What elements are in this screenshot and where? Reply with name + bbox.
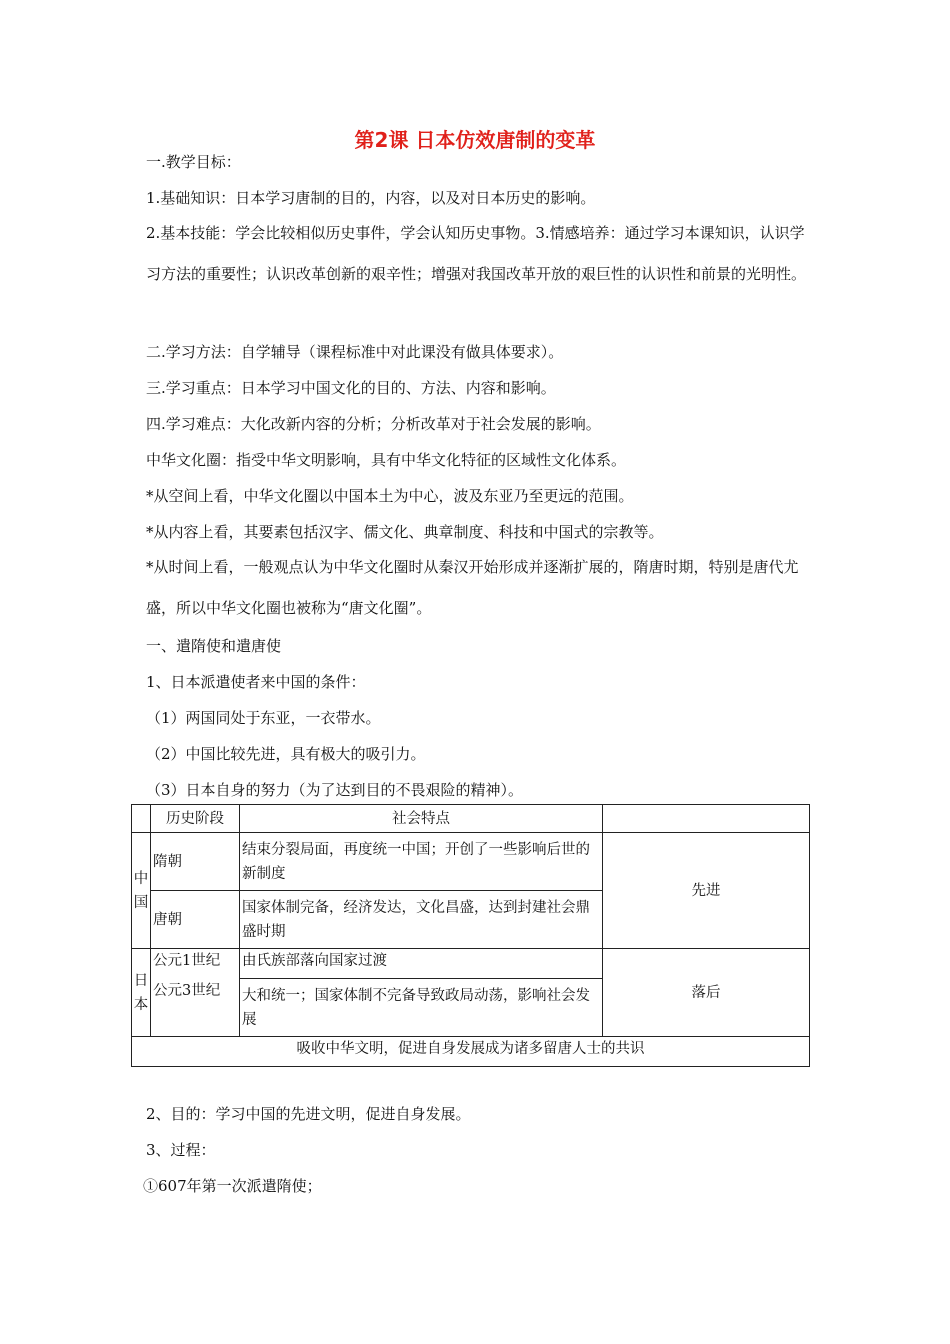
sui-stage: 隋朝 xyxy=(151,833,240,891)
culture-circle-content: *从内容上看，其要素包括汉字、儒文化、典章制度、科技和中国式的宗教等。 xyxy=(146,523,664,541)
goals-heading: 一.教学目标： xyxy=(146,153,241,171)
condition-2: （2）中国比较先进，具有极大的吸引力。 xyxy=(146,745,426,763)
table-corner-cell xyxy=(132,805,151,833)
conditions-heading: 1、日本派遣使者来中国的条件： xyxy=(146,673,366,691)
japan-label: 日本 xyxy=(132,949,151,1037)
table-summary: 吸收中华文明，促进自身发展成为诸多留唐人士的共识 xyxy=(132,1037,810,1067)
process-heading: 3、过程： xyxy=(146,1141,216,1159)
jp1-feature: 由氏族部落向国家过渡 xyxy=(240,949,603,979)
lesson-title: 第2课 日本仿效唐制的变革 xyxy=(354,128,596,152)
comparison-table xyxy=(131,804,810,1067)
header-eval xyxy=(603,805,810,833)
goal-knowledge: 1.基础知识：日本学习唐制的目的，内容，以及对日本历史的影响。 xyxy=(146,189,596,207)
header-feature: 社会特点 xyxy=(240,805,603,833)
china-label: 中国 xyxy=(132,833,151,949)
condition-1: （1）两国同处于东亚，一衣带水。 xyxy=(146,709,381,727)
culture-circle-definition: 中华文化圈：指受中华文明影响，具有中华文化特征的区域性文化体系。 xyxy=(146,451,627,469)
jp1-stage: 公元1世纪 xyxy=(151,949,240,979)
header-stage: 历史阶段 xyxy=(151,805,240,833)
culture-circle-space: *从空间上看，中华文化圈以中国本土为中心，波及东亚乃至更远的范围。 xyxy=(146,487,634,505)
jp3-feature: 大和统一；国家体制不完备导致政局动荡，影响社会发展 xyxy=(240,979,603,1037)
tang-feature: 国家体制完备，经济发达，文化昌盛，达到封建社会鼎盛时期 xyxy=(240,891,603,949)
study-difficulty: 四.学习难点：大化改新内容的分析；分析改革对于社会发展的影响。 xyxy=(146,415,601,433)
tang-stage: 唐朝 xyxy=(151,891,240,949)
study-method: 二.学习方法：自学辅导（课程标准中对此课没有做具体要求）。 xyxy=(146,343,564,361)
goal-skills-emotion: 2.基本技能：学会比较相似历史事件，学会认知历史事物。3.情感培养：通过学习本课知识，认识学习方法的重要性；认识改革创新的艰辛性；增强对我国改革开放的艰巨性的认识性和前景的光明性。 xyxy=(146,224,807,283)
process-step-1: ①607年第一次派遣隋使； xyxy=(143,1177,322,1195)
culture-circle-time: *从时间上看，一般观点认为中华文化圈时从秦汉开始形成并逐渐扩展的，隋唐时期，特别是唐代尤盛，所以中华文化圈也被称为“唐文化圈”。 xyxy=(146,558,799,617)
japan-eval: 落后 xyxy=(603,949,810,1037)
study-focus: 三.学习重点：日本学习中国文化的目的、方法、内容和影响。 xyxy=(146,379,556,397)
condition-3: （3）日本自身的努力（为了达到目的不畏艰险的精神）。 xyxy=(146,781,524,799)
section-envoys-heading: 一、遣隋使和遣唐使 xyxy=(146,637,282,655)
purpose: 2、目的：学习中国的先进文明，促进自身发展。 xyxy=(146,1105,471,1123)
sui-feature: 结束分裂局面，再度统一中国；开创了一些影响后世的新制度 xyxy=(240,833,603,891)
jp3-stage: 公元3世纪 xyxy=(151,979,240,1037)
china-eval: 先进 xyxy=(603,833,810,949)
